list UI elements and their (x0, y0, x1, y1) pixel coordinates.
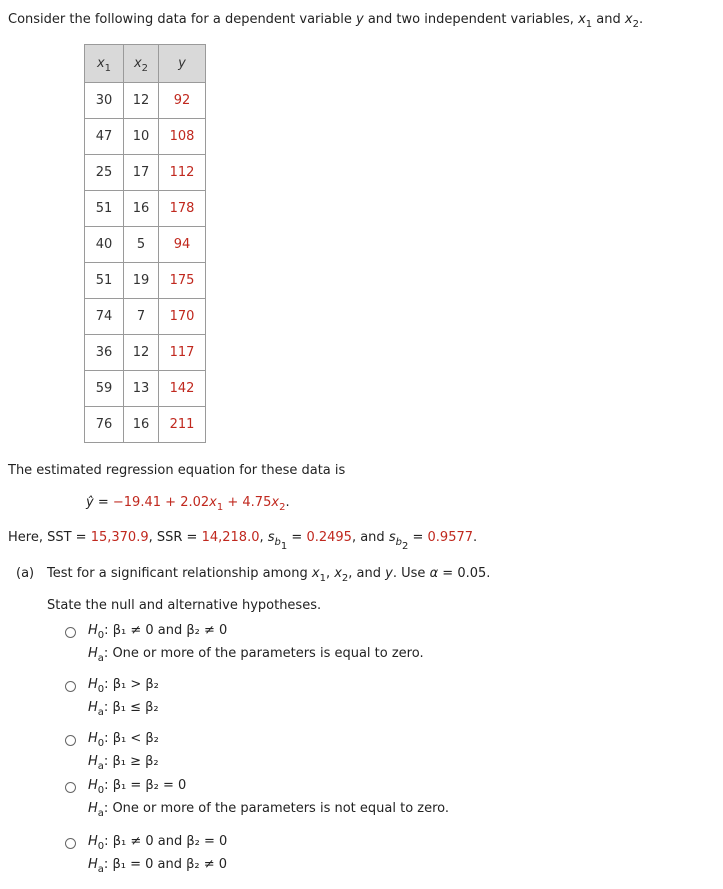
cell-x1: 36 (85, 335, 124, 371)
alternative-hypothesis: $H_a$: β₁ ≤ β₂ (88, 700, 159, 718)
part-a-question: Test for a significant relationship among $x_1$, $x_2$, and y. Use α = 0.05. (47, 566, 491, 584)
null-hypothesis: $H_0$: β₁ = β₂ = 0 (88, 778, 187, 796)
cell-x1: 76 (85, 407, 124, 443)
radio-button[interactable] (65, 838, 76, 849)
cell-x2: 12 (124, 83, 159, 119)
regression-intro: The estimated regression equation for these data is (8, 463, 346, 478)
alternative-hypothesis: $H_a$: β₁ = 0 and β₂ ≠ 0 (88, 857, 228, 875)
null-hypothesis: $H_0$: β₁ < β₂ (88, 731, 159, 749)
cell-x1: 59 (85, 371, 124, 407)
data-table (84, 44, 206, 443)
cell-y: 117 (159, 335, 206, 371)
regression-equation: ŷ = $-19.41 + 2.02x_1 + 4.75x_2$. (86, 495, 290, 513)
cell-y: 175 (159, 263, 206, 299)
null-hypothesis: $H_0$: β₁ ≠ 0 and β₂ ≠ 0 (88, 623, 228, 641)
table-row (85, 227, 206, 263)
radio-button[interactable] (65, 735, 76, 746)
cell-y: 142 (159, 371, 206, 407)
cell-x1: 25 (85, 155, 124, 191)
cell-x2: 10 (124, 119, 159, 155)
stats-line: Here, SST = 15,370.9, SSR = 14,218.0, $s_{b_1} = 0.2495$, and $s_{b_2} = 0.9577$. (8, 530, 478, 552)
alternative-hypothesis: $H_a$: One or more of the parameters is equal to zero. (88, 646, 424, 664)
cell-x2: 12 (124, 335, 159, 371)
table-row (85, 119, 206, 155)
table-row (85, 191, 206, 227)
cell-x1: 40 (85, 227, 124, 263)
cell-x1: 51 (85, 191, 124, 227)
cell-y: 170 (159, 299, 206, 335)
table-header-row (85, 45, 206, 83)
cell-x2: 16 (124, 191, 159, 227)
hypotheses-instruction: State the null and alternative hypotheses. (47, 598, 322, 613)
radio-button[interactable] (65, 782, 76, 793)
cell-x2: 19 (124, 263, 159, 299)
table-row (85, 371, 206, 407)
alternative-hypothesis: $H_a$: One or more of the parameters is not equal to zero. (88, 801, 450, 819)
null-hypothesis: $H_0$: β₁ ≠ 0 and β₂ = 0 (88, 834, 228, 852)
header-x2: $x_2$ (124, 45, 159, 83)
cell-y: 94 (159, 227, 206, 263)
table-row (85, 263, 206, 299)
radio-button[interactable] (65, 627, 76, 638)
table-row (85, 155, 206, 191)
cell-x2: 17 (124, 155, 159, 191)
header-y: y (159, 45, 206, 83)
cell-y: 211 (159, 407, 206, 443)
part-a-label: (a) (16, 566, 35, 581)
table-row (85, 335, 206, 371)
null-hypothesis: $H_0$: β₁ > β₂ (88, 677, 159, 695)
cell-y: 112 (159, 155, 206, 191)
header-x1: $x_1$ (85, 45, 124, 83)
table-row (85, 83, 206, 119)
cell-x2: 5 (124, 227, 159, 263)
cell-y: 178 (159, 191, 206, 227)
cell-x1: 51 (85, 263, 124, 299)
table-row (85, 299, 206, 335)
intro-text: Consider the following data for a dependent variable y and two independent variables, $x_1$ and $x_2$. (8, 12, 644, 30)
radio-button[interactable] (65, 681, 76, 692)
cell-x1: 47 (85, 119, 124, 155)
cell-x1: 30 (85, 83, 124, 119)
cell-x2: 7 (124, 299, 159, 335)
cell-x1: 74 (85, 299, 124, 335)
alternative-hypothesis: $H_a$: β₁ ≥ β₂ (88, 754, 159, 772)
table-row (85, 407, 206, 443)
cell-y: 92 (159, 83, 206, 119)
cell-x2: 16 (124, 407, 159, 443)
cell-y: 108 (159, 119, 206, 155)
cell-x2: 13 (124, 371, 159, 407)
